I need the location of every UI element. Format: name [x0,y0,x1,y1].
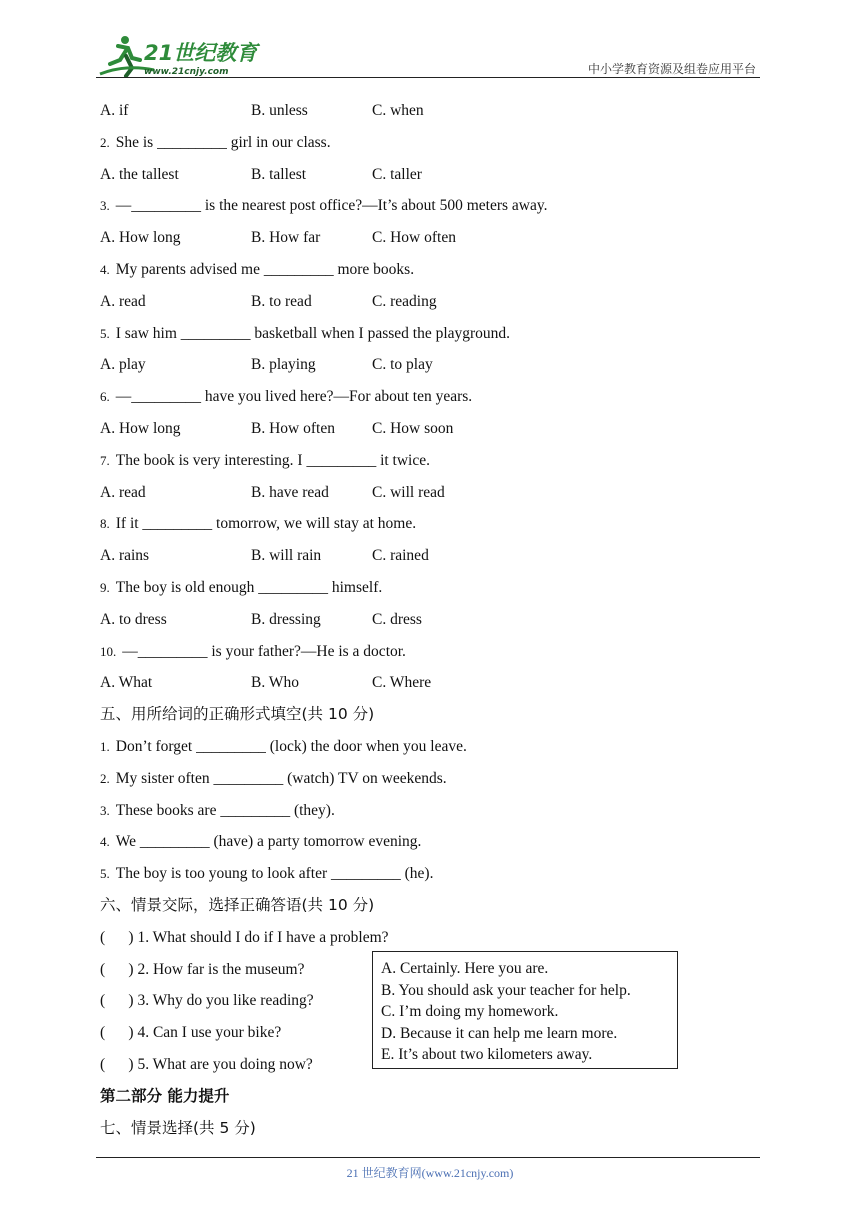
svg-text:21世纪教育: 21世纪教育 [144,41,258,65]
option-b: B. unless [251,102,308,119]
option-b: B. have read [251,483,329,501]
option-b: B. to read [251,292,312,310]
answer-options-row [100,540,760,572]
answer-options-row [100,604,760,636]
option-a: A. What [100,674,153,692]
question-number: 4. [100,834,110,850]
dialogue-question: ( ) 5. What are you doing now? [100,1055,313,1073]
question-line [100,318,760,350]
question-text: We _________ (have) a party tomorrow evening. [115,833,422,851]
option-c: C. Where [372,674,432,692]
question-number: 2. [100,770,110,786]
question-text: The book is very interesting. I _________ it twice. [115,451,430,469]
header-divider [96,77,760,78]
question-text: My sister often _________ (watch) TV on weekends. [115,769,447,787]
option-a: A. How long [100,229,181,247]
question-line [100,826,760,858]
option-b: B. Who [251,674,299,692]
answer-options-box [372,951,678,1069]
match-option: E. It’s about two kilometers away. [381,1046,593,1064]
part-heading: 第二部分 能力提升 [100,1086,230,1105]
question-line [100,763,760,795]
option-a: A. read [100,292,146,310]
question-number: 3. [100,802,110,818]
question-line [100,254,760,286]
question-number: 5. [100,325,110,341]
dialogue-question: ( ) 1. What should I do if I have a problem? [100,928,389,946]
logo-icon [96,34,266,78]
option-a: A. the tallest [100,165,179,183]
question-number: 10. [100,643,117,659]
option-c: C. How often [372,229,456,247]
question-line [100,445,760,477]
question-line [100,508,760,540]
question-text: She is _________ girl in our class. [115,133,331,151]
question-number: 9. [100,579,110,595]
option-c: C. dress [372,610,422,628]
question-line [100,381,760,413]
footer-text: 21 世纪教育网(www.21cnjy.com) [346,1166,514,1180]
question-line [100,190,760,222]
question-number: 1. [100,738,110,754]
section-heading: 五、用所给词的正确形式填空(共 10 分) [100,705,375,724]
question-number: 7. [100,452,110,468]
option-a: A. if [100,102,129,119]
option-c: C. How soon [372,419,454,437]
option-c: C. taller [372,165,422,183]
option-b: B. How far [251,229,321,247]
match-option: A. Certainly. Here you are. [381,960,549,977]
question-number: 5. [100,866,110,882]
question-text: These books are _________ (they). [115,801,335,819]
question-text: —_________ is your father?—He is a doctor. [122,642,406,660]
question-line [100,731,760,763]
option-b: B. tallest [251,165,307,183]
page-header [96,30,760,78]
svg-text:www.21cnjy.com: www.21cnjy.com [144,67,229,77]
answer-options-row [100,222,760,254]
match-option: B. You should ask your teacher for help. [381,981,631,999]
question-number: 8. [100,516,110,532]
question-text: My parents advised me _________ more books. [115,260,415,278]
option-a: A. rains [100,547,150,565]
question-text: —_________ is the nearest post office?—It’s about 500 meters away. [115,197,548,215]
footer-divider [96,1157,760,1158]
answer-options-row [100,477,760,509]
option-a: A. play [100,356,146,374]
option-c: C. to play [372,356,433,374]
question-line [100,127,760,159]
option-c: C. rained [372,547,429,565]
question-number: 6. [100,389,110,405]
question-number: 3. [100,198,110,214]
option-c: C. will read [372,483,445,501]
question-number: 4. [100,261,110,277]
option-b: B. playing [251,356,316,374]
question-line [100,636,760,668]
question-number: 2. [100,134,110,150]
question-line [100,572,760,604]
answer-options-row [100,349,760,381]
dialogue-question: ( ) 4. Can I use your bike? [100,1024,282,1042]
question-line [100,795,760,827]
question-text: The boy is old enough _________ himself. [115,578,383,596]
match-option: D. Because it can help me learn more. [381,1024,618,1042]
answer-options-row [100,286,760,318]
question-line [100,858,760,890]
option-c: C. reading [372,292,437,310]
section-heading: 七、情景选择(共 5 分) [100,1118,256,1137]
dialogue-question: ( ) 2. How far is the museum? [100,960,305,978]
option-b: B. will rain [251,547,322,565]
section-heading: 六、情景交际，选择正确答语(共 10 分) [100,895,375,914]
question-text: I saw him _________ basketball when I passed the playground. [115,324,511,342]
question-text: The boy is too young to look after _________ (he). [115,865,434,883]
question-text: —_________ have you lived here?—For about ten years. [115,388,473,406]
option-a: A. to dress [100,610,167,628]
answer-options-row [100,667,760,699]
answer-options-row [100,413,760,445]
dialogue-question: ( ) 3. Why do you like reading? [100,992,314,1010]
header-platform-text: 中小学教育资源及组卷应用平台 [587,62,756,76]
answer-options-row [100,159,760,191]
option-a: A. How long [100,419,181,437]
answer-options-row [100,95,760,127]
option-c: C. when [372,102,424,119]
question-text: If it _________ tomorrow, we will stay at home. [115,515,417,533]
option-a: A. read [100,483,146,501]
option-b: B. How often [251,419,335,437]
option-b: B. dressing [251,610,321,628]
question-text: Don’t forget _________ (lock) the door when you leave. [115,737,467,755]
match-option: C. I’m doing my homework. [381,1003,559,1021]
